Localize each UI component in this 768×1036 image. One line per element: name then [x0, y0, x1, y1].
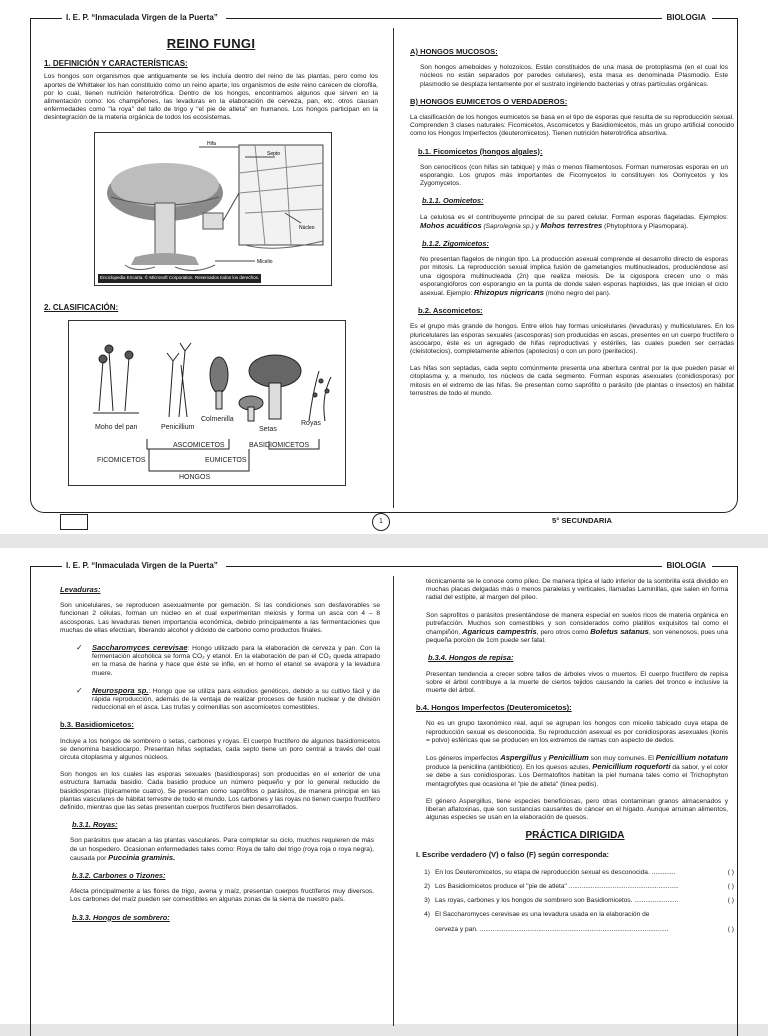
paragraph: Es el grupo más grande de hongos. Entre ellos hay formas unicelulares (levaduras) y multicelulares. En los pluricelulares las esporas sexuales (ascosporas) son producidas en ascas, presentes en un cuerpo fructífero o ascocarpo, éste es un agregado de hifas reproductivas y estériles, las cuales pueden ser cerradas (cleistotecios), completamente abiertos (apotecios) o con un poro (peritecios). [410, 323, 734, 356]
paragraph: Son unicelulares, se reproducen asexualmente por gemación. Si las condiciones son desfavorables se funcionan 2 células, forman un núcleo en el cual experimentan meiosis y forma un asca con 4 – 8 ascosporas. Las levaduras tienen importancia económica, debido principalmente a las fermentaciones que muchas de ellas efectúan, liberando alcohol y dióxido de carbono como productos finales. [60, 602, 380, 634]
label-colmenilla: Colmenilla [201, 415, 234, 423]
school-name: I. E. P. “Inmaculada Virgen de la Puerta” [66, 561, 218, 570]
question-number: 3) [424, 897, 430, 905]
list-item: ✓ Saccharomyces cerevisae: Hongo utilizado para la elaboración de cerveza y pan. Con la fermentación alcohólica se forma CO₂ y etanol. En la elaboración de pan el CO₂ queda atrapado en la masa de harina y hace que éste se infle, en el horno el etanol se evapora y la levadura muere. [76, 643, 380, 677]
subsection-heading: b.1.1. Oomicetos: [422, 196, 484, 206]
subsection-heading: b.3.2. Carbones o Tizones: [72, 871, 166, 881]
question-item [416, 926, 734, 934]
subsection-heading: b.1.2. Zigomicetos: [422, 239, 489, 249]
checkmark-icon: ✓ [76, 685, 83, 695]
mushroom-structure-figure [94, 132, 332, 286]
paragraph: El género Aspergillus, tiene especies beneficiosas, pero otras contaminan granos almacenados y liberan aflatoxinas, que son sustancias causantes de cáncer en el hígado. Aunque arruinan alimentos, algunas especies se usan en la elaboración de quesos. [426, 797, 728, 822]
paragraph: La celulosa es el contribuyente principal de su pared celular. Forman esporas flageladas. Ejemplos: Mohos acuáticos (Saprolegnia sp.) y Mohos terrestres (Phytophtora y Plasmopara). [420, 213, 728, 230]
answer-blank[interactable]: ( ) [727, 868, 734, 876]
column-divider [393, 576, 394, 1026]
paragraph: Son hongos ameboides y holozoicos. Están constituidos de una masa de protoplasma (en el cual los núcleos no están separados por paredes celulares), esta masa es denominada Plasmodio. Este plasmodio se desplaza lentamente por el sustrato ingiriendo bacterias y otras partículas orgánicas. [420, 64, 728, 88]
question-text: En los Deuteromicetos, su etapa de reproducción sexual es desconocida. ............. [435, 868, 676, 876]
section-heading: 1. DEFINICIÓN Y CARACTERÍSTICAS: [44, 59, 188, 69]
question-item [416, 911, 734, 919]
answer-blank[interactable]: ( ) [727, 925, 734, 933]
right-column [410, 44, 734, 407]
fungi-classification-illustration [69, 321, 345, 485]
page-title: REINO FUNGI [166, 36, 256, 51]
label-septo: Septo [267, 150, 281, 157]
paragraph: Los hongos son organismos que antiguamente se les incluía dentro del reino de las plantas, pero como los aportes de Whittaker los han constituido como un reino aparte; los organismos de este reino carecen de clorofila, por lo cual, tienen nutrición heterotrófica. Dentro de los hongos, encontramos algunos que sirven en la alimentación como: los champiñones, las levaduras en la elaboración de cerveza, pan, etc. otros causan enfermedades como "la roya" del tallo de trigo y "el pie de atleta" en humanos. Los hongos participan en la desintegración de la materia orgánica de todos los ecosistemas. [44, 73, 378, 122]
list-item: ✓ Neurospora sp.: Hongo que se utiliza para estudios genéticos, debido a su cultivo fácil y de rápida reproducción, además de la ventaja de realizar procesos de fusión nuclear y de división reduccional en el asca. Las trufas y colmenillas son ascomicetos comestibles. [76, 685, 380, 712]
question-number [416, 926, 430, 934]
question-text: cerveza y pan. ....................................................................................................... [435, 925, 669, 933]
label-setas: Setas [259, 425, 277, 433]
footer-box [60, 514, 88, 530]
label-basidiomicetos: BASIDIOMICETOS [249, 441, 310, 449]
practice-title: PRÁCTICA DIRIGIDA [525, 830, 625, 842]
page-footer [0, 510, 768, 534]
paragraph: Son cenocíticos (con hifas sin tabique) y más o menos filamentosos. Forman numerosas esporas en un esporangio. Los grupos más importantes de Ficomycetos lo constituyen los Oomycetos y los Zygomycetos. [420, 163, 728, 188]
school-name: I. E. P. “Inmaculada Virgen de la Puerta” [66, 13, 218, 22]
paragraph: Incluye a los hongos de sombrero o setas, carbones y royas. El cuerpo fructífero de algunos basidiomicetos se denomina basidiocarpo. Presentan hifas septadas, cada septo tiene un poro central a través del cual circula citoplasma y algunos núcleos. [60, 737, 380, 762]
label-hongos: HONGOS [179, 473, 211, 481]
section-heading: Levaduras: [60, 585, 101, 594]
classification-figure [68, 320, 346, 486]
grade-label: 5° SECUNDARIA [552, 516, 612, 525]
left-column [60, 582, 380, 930]
label-hifa: Hifa [207, 140, 216, 147]
subsection-heading: b.4. Hongos Imperfectos (Deuteromicetos): [416, 703, 572, 713]
subject-name: BIOLOGIA [666, 13, 706, 22]
paragraph: La clasificación de los hongos eumicetos se basa en el tipo de esporas que resulta de su reproducción sexual. Comprenden 3 clases naturales: Ficomicetos, Ascomicetos y Basidiomicetos, más un grupo artificial conocido como los Hongos Imperfectos (deuteromicetos). Tienen nutrición heterotrófica absortiva. [410, 114, 734, 138]
label-ficomicetos: FICOMICETOS [97, 456, 146, 464]
page-two [0, 548, 768, 1024]
section-heading: A) HONGOS MUCOSOS: [410, 47, 498, 56]
paragraph: Las hifas son septadas, cada septo comúnmente presenta una abertura central por la que pueden pasar el citoplasma y, a menudo, los núcleos de cada segmento. Forman esporas asexuales (conidiosporas) por mitosis en el extremo de las hifas. Se presentan como saprófito o parásito (de plantas o insectos) en hábitat terrestres de todo el mundo. [410, 365, 734, 397]
question-text: El Saccharomyces cerevisae es una levadura usada en la elaboración de [435, 911, 650, 919]
paragraph: Presentan tendencia a crecer sobre tallos de árboles vivos o muertos. El cuerpo fructífero de repisa sobre el árbol contribuye a la muerte de ciertos tejidos causando la caries del tronco e inclusive la muerte del árbol. [426, 670, 728, 695]
section-heading: B) HONGOS EUMICETOS O VERDADEROS: [410, 96, 568, 106]
question-list [416, 869, 734, 934]
answer-blank[interactable]: ( ) [727, 897, 734, 905]
question-number: 4) [424, 911, 430, 919]
practice-instruction: I. Escribe verdadero (V) o falso (F) según corresponda: [416, 849, 610, 859]
subsection-heading: b.3. Basidiomicetos: [60, 720, 134, 730]
answer-blank[interactable]: ( ) [727, 883, 734, 891]
section-heading: 2. CLASIFICACIÓN: [44, 302, 119, 312]
page-header [0, 0, 768, 20]
paragraph: Son saprofitos o parásitos presentándose de manera especial en suelos ricos de materia orgánica en putrefacción. Muchos son comestibles y son considerados como platillos exquisitos tal como el champiñón, Agaricus campestris, pero otros como Boletus satanus, son venenosos, pues una pequeña porción de 1cm puede ser fatal. [426, 611, 728, 645]
figure-caption: Enciclopedia Encarta. © Microsoft Corporation. Reservados todos los derechos. [98, 274, 261, 282]
paragraph: No es un grupo taxonómico real, aquí se agrupan los hongos con micelio tabicado cuya etapa de reproducción sexual es desconocida. Su reproducción asexual es por conidiosporas asexuales (konis = polvo) esféricas que se producen en los extremos de ramas con aspecto de dedos. [426, 720, 728, 744]
paragraph: Son parásitos que atacan a las plantas vasculares. Para completar su ciclo, muchos requieren de más de un hospedero. Ocasionan enfermedades tales como: Roya de tallo del trigo (roya roja o roya negra), causada por Puccinia graminis. [70, 837, 374, 862]
question-number: 1) [424, 868, 430, 876]
question-item [416, 869, 734, 877]
question-number: 2) [424, 883, 430, 891]
label-nucleo: Núcleo [299, 224, 315, 231]
label-ascomicetos: ASCOMICETOS [173, 441, 225, 449]
label-moho: Moho del pan [95, 423, 138, 431]
checkmark-icon: ✓ [76, 643, 83, 653]
subsection-heading: b.3.4. Hongos de repisa: [428, 653, 514, 663]
subsection-heading: b.2. Ascomicetos: [418, 306, 483, 316]
subsection-heading: b.1. Ficomicetos (hongos algales): [418, 146, 543, 156]
paragraph: Los géneros imperfectos Aspergillus y Penicillium son muy comunes. El Penicillium notatum produce la penicilina (antibiótico). En los quesos azules, Penicillium roqueforti da sabor, y el color se debe a sus conidiosporas. Los Dermatofitos habitan la piel humana tales como el Trichophyton mentagrofytes que ocasiona el "pie de atleta" (tinea pedis). [426, 753, 729, 788]
question-item [416, 897, 734, 905]
paragraph: técnicamente se le conoce como píleo. De manera típica el lado inferior de la sombrilla está dividido en muchas placas delgadas más o menos paralelas y verticales, llamadas Laminillas, que salen en forma radial del estípite, al margen del píleo. [426, 578, 728, 602]
page-header [0, 548, 768, 568]
subsection-heading: b.3.3. Hongos de sombrero: [72, 912, 170, 922]
paragraph: Son hongos en los cuales las esporas sexuales (basidiosporas) son producidas en el exterior de una estructura llamada basidio. Cada basidio produce un número pequeño y por lo general reducido de basidiosporas (típicamente cuatro). Se presentan como saprófitos o parásitos, de manera principal en las plantas vasculares de hábitat terrestre de todo el mundo. Los carbones y las royas no tienen cuerpo fructífero definido, mientras que las setas presentan cuerpos fructíferos bien desarrollados. [60, 771, 380, 812]
answer-blank[interactable] [716, 911, 734, 919]
question-item [416, 883, 734, 891]
question-text: Las royas, carbones y los hongos de sombrero son Basidiomicetos. ........................ [435, 897, 679, 905]
subject-name: BIOLOGIA [666, 561, 706, 570]
label-micelio: Micelio [257, 258, 273, 265]
question-text: Los Basidiomicetos produce el "pie de atleta" ............................................................ [435, 883, 679, 891]
left-column [44, 36, 378, 486]
paragraph: Afecta principalmente a las flores de trigo, avena y maíz, presentan cuerpos fructíferos muy diversos. Los carbones del maíz pueden ser comestibles en algunas zonas de la sierra de nuestro país. [70, 888, 374, 904]
column-divider [393, 28, 394, 508]
label-eumicetos: EUMICETOS [205, 456, 247, 464]
mushroom-illustration [95, 133, 331, 285]
page-number: 1 [372, 513, 390, 531]
subsection-heading: b.3.1. Royas: [72, 820, 118, 830]
right-column [416, 578, 734, 940]
label-royas: Royas [301, 419, 321, 427]
label-penicillium: Penicillium [161, 423, 195, 431]
paragraph: No presentan flagelos de ningún tipo. La producción asexual comprende el desarrollo directo de esporas por mitosis. La reproducción sexual implica fusión de gametangios multinucleados, produciéndose así una cigospora multinucleada (2n) que realiza meiosis. De la cigospora crecen uno o más esporangióforos con esporangio en la punta de donde salen esporas haploides, las que inician el ciclo asexual. Ejemplo: Rhizopus nigricans (moho negro del pan). [420, 256, 728, 298]
